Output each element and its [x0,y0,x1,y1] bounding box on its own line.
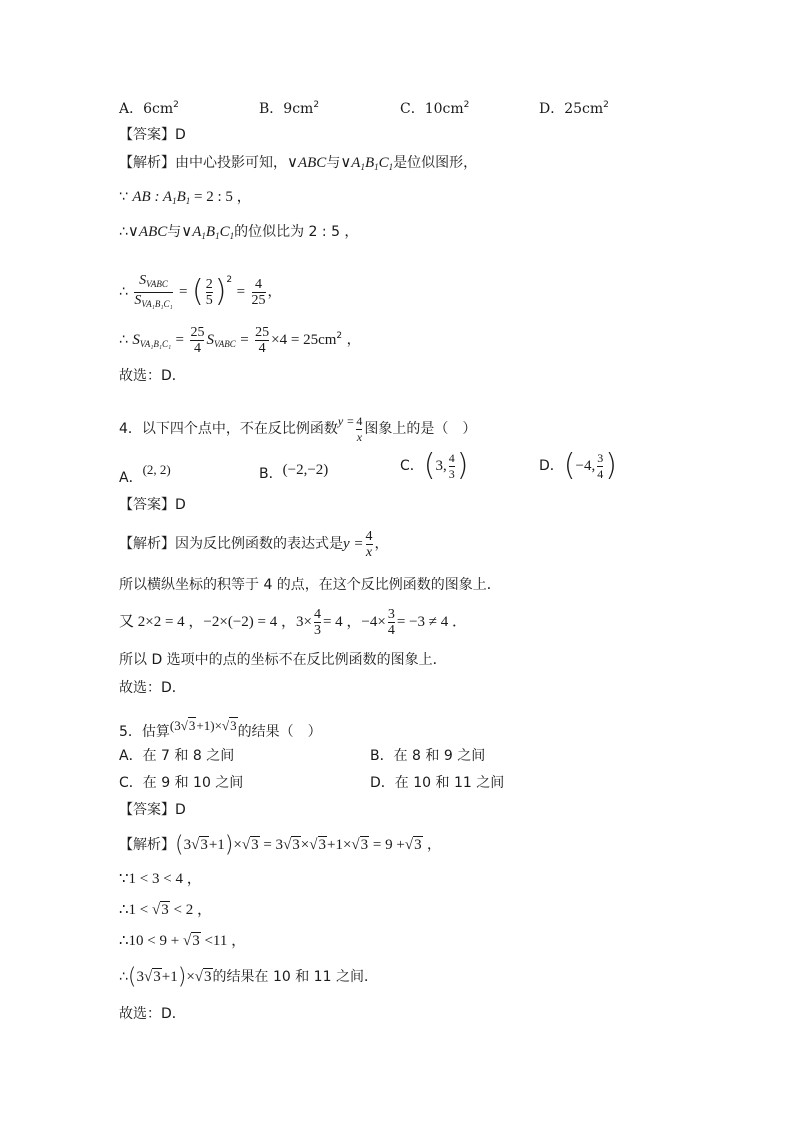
q4-option-d-label: D． [539,458,564,474]
q3-analysis-text1: 由中心投影可知， [175,155,287,171]
two-fifths-den: 5 [205,292,213,308]
because-symbol: ∵ [119,189,128,205]
q5-l1-rad4: 3 [318,837,326,853]
q4-frac-3-4 [388,607,395,638]
q4-c-left-paren: ( [423,448,436,483]
q5-answer: 【答案】D [119,802,186,818]
q3-answer: 【答案】D [119,127,186,143]
triangle-a1b1c1-math-2: $\vee A_1B_1C_1$ [181,224,235,241]
q4-stem-num: 4 [356,413,363,428]
q3-option-b [259,98,319,118]
q5-option-a: A．在 7 和 8 之间 [119,748,235,764]
q5-stem-coef: 3 [174,718,181,733]
q4-frac-4-3 [314,607,321,638]
two-fifths-fraction [206,277,213,308]
area-ratio-num [134,273,172,292]
q4-option-a [119,450,171,490]
area-s-2: S [134,292,142,308]
q4-c-den: 3 [448,466,455,481]
q5-analysis-line1 [119,830,684,860]
triangle-abc-math-2: ∨ABC [127,224,168,240]
q4-d-den: 4 [597,466,604,481]
q5-l4-a: ∴10 < 9 + [119,933,180,949]
q4-option-b-value: (−2,−2) [282,462,329,478]
four-25ths-num: 4 [255,276,263,292]
q4-choose: 故选：D． [119,680,186,696]
q5-l5-coef: 3 [136,969,145,985]
equals-sign-2: = [236,284,246,300]
area-s-3: S [132,332,140,348]
triangle-abc-math: ∨ABC [287,155,327,171]
q5-l3-rad: 3 [161,902,169,918]
q4-analysis-line4: 所以 D 选项中的点的坐标不在反比例函数的图象上． [119,652,447,668]
q4-stem-y: y = [337,414,355,428]
right-paren: ) [214,274,227,309]
triangle-abc-label: ABC [297,155,327,171]
q4-d-fraction [597,451,603,482]
q4-analysis-label: 【解析】 [119,536,175,552]
triangle-abc-label-2: ABC [138,224,168,240]
q5-l4-b: <11 ， [204,933,247,949]
area-ratio-fraction [134,273,172,312]
q5-l5-plus: +1 [161,969,178,985]
q4-frac-3-4-den: 4 [387,622,395,638]
area-ratio-den [134,292,172,312]
q5-l1-rad6: 3 [414,837,422,853]
area-abc [206,332,235,348]
q5-l1-rad3: 3 [292,837,300,853]
q3-and-word-2: 与 [167,224,182,240]
area-result-sup: 2 [336,331,343,341]
fraction-25-4-b [255,325,269,356]
q3-option-c-text: C．10cm [400,101,464,117]
q4-d-x: −4, [575,458,596,474]
q4-d-num: 3 [597,450,604,465]
q4-frac-3-4-num: 3 [387,606,395,622]
q5-l3-a: ∴1 < [119,902,149,918]
q4-analysis-y: y = [343,536,364,552]
q4-stem-den: x [356,429,363,444]
q5-l1-plus1times: +1× [327,837,352,853]
four-25ths-den: 25 [251,292,266,308]
q5-l1-plus: +1 [208,837,225,853]
q4-option-a-label: A． [119,470,143,486]
q5-l1-times2: × [300,837,310,853]
q4-option-c-label: C． [400,458,424,474]
q5-analysis-expr: (3√3+1)×√3 = 3√3×√3+1×√3 = 9 +√3 [175,832,422,858]
q5-choose: 故选：D． [119,1006,186,1022]
equals-sign-4: = [240,332,249,348]
q4-option-a-value: (2, 2) [142,462,171,477]
q5-l1-rad2: 3 [251,837,259,853]
q4-products-b: = 4 ，−4× [322,614,386,630]
fraction-25-4-a [190,325,204,356]
q5-l1-coef: 3 [183,837,192,853]
fraction-25-4-b-num: 25 [255,324,270,340]
q5-option-d: D．在 10 和 11 之间 [370,775,505,791]
ratio-ab-a1: AB : A [132,189,173,205]
q4-d-left-paren: ( [563,448,576,483]
q5-analysis-line5 [119,962,684,992]
q5-analysis-line3: ∴1 < √3 < 2 ， [119,902,212,918]
q5-stem-expr: (3√3+1)×√3 [169,718,237,733]
therefore-symbol: ∴ [119,224,128,240]
similarity-ratio-text: 的位似比为 2 : 5 ， [234,224,359,240]
q5-l5-therefore: ∴ [119,969,128,985]
q4-analysis-fraction [366,529,373,560]
q5-l5-expr: (3√3+1)×√3 [127,964,212,990]
q4-option-b-label: B． [259,466,283,482]
two-fifths-num: 2 [205,276,213,292]
q4-c-x: 3, [435,458,447,474]
ratio-b1: $_1B_1$ [172,189,191,206]
square-exponent: 2 [226,275,233,285]
q4-analysis-line1 [119,524,684,564]
q5-analysis-line2: ∵1 < 3 < 4 ， [119,871,202,887]
q3-analysis-label: 【解析】 [119,155,175,171]
q5-stem-plus-one: +1 [196,718,211,733]
q5-stem-rad: 3 [188,718,196,733]
q3-option-c-sup: 2 [463,100,470,110]
q5-stem-times: × [214,718,222,733]
q3-analysis-line3 [119,221,684,247]
q3-option-a [119,98,179,118]
q5-option-c: C．在 9 和 10 之间 [119,775,244,791]
q5-l5-conclusion: 的结果在 10 和 11 之间． [212,969,378,985]
q5-l1-result: = 9 + [372,837,405,853]
area-s-1-sub: VABC [146,278,168,289]
q4-d-right-paren: ) [605,448,617,483]
fraction-25-4-a-num: 25 [190,324,205,340]
q5-l3-b: < 2 ， [173,902,212,918]
q4-frac-4-3-den: 3 [313,622,321,638]
q3-option-d-text: D．25cm [539,101,604,117]
q4-analysis-den: x [365,544,373,560]
q3-line4-tail: ， [267,284,282,300]
q4-analysis-tail: ， [374,536,389,552]
equals-sign-3: = [175,332,185,348]
area-s-4: S [206,332,214,348]
q5-option-b: B．在 8 和 9 之间 [370,748,486,764]
q4-analysis-line3 [119,602,684,642]
q3-analysis-line2 [119,186,684,212]
q3-option-d [539,98,609,118]
area-s-4-sub: VABC [213,339,236,349]
q4-stem-text: 4．以下四个点中，不在反比例函数 [119,421,338,437]
q3-choose: 故选：D． [119,368,186,384]
q4-analysis-line2: 所以横纵坐标的积等于 4 的点，在这个反比例函数的图象上． [119,577,501,593]
q4-analysis-text: 因为反比例函数的表达式是 [175,536,343,552]
q3-option-a-sup: 2 [173,100,179,110]
fraction-25-4-b-den: 4 [255,340,269,356]
therefore-symbol-3: ∴ [119,332,128,348]
q5-l1-eq: = 3 [263,837,284,853]
q3-option-c [400,98,469,118]
q3-option-d-sup: 2 [603,100,609,110]
equals-sign-1: = [179,284,188,300]
q4-option-c [400,446,468,486]
q4-c-right-paren: ) [456,448,469,483]
q5-l5-rad2: 3 [204,969,212,985]
fraction-25-4-a-den: 4 [190,340,204,356]
q5-stem [119,710,684,742]
four-25ths-fraction [252,277,266,308]
q3-analysis-line5 [119,314,684,358]
q5-l1-tail: ， [422,837,442,853]
q3-analysis-tail1: 是位似图形， [393,155,478,171]
left-paren: ( [191,274,204,309]
area-s-3-sub: VA₁B₁C₁ [139,339,172,349]
q3-and-word: 与 [326,155,341,171]
q5-l5-rad: 3 [153,969,161,985]
ratio-2-5: = 2 : 5 ， [190,189,252,205]
q5-l1-rad: 3 [200,837,208,853]
q4-products-a: 又 2×2 = 4 ，−2×(−2) = 4 ，3× [119,614,312,630]
q3-option-b-text: B．9cm [259,101,314,117]
q5-analysis-line4: ∴10 < 9 + √3 <11 ， [119,933,247,949]
q5-l1-rad5: 3 [360,837,369,853]
area-a1b1c1 [132,332,171,348]
q5-analysis-label: 【解析】 [119,837,175,853]
area-s-2-sub: VA₁B₁C₁ [141,298,173,309]
therefore-symbol-2: ∴ [119,284,128,300]
q4-stem [119,402,684,444]
q4-option-b [259,450,328,490]
q4-products-c: = −3 ≠ 4 ． [396,614,468,630]
area-result: ×4 = 25cm [271,332,337,348]
q3-line5-tail: ， [342,332,361,348]
q3-analysis-line4 [119,258,684,309]
q3-option-a-text: A．6cm [119,101,174,117]
q5-l5-times: × [186,969,195,985]
q5-stem-rad2: 3 [230,718,237,733]
q5-l4-rad: 3 [192,933,200,949]
q5-l1-times: × [233,837,242,853]
area-s-1: S [139,272,147,288]
q4-stem-fraction [356,414,362,445]
triangle-a1b1c1-math: $\vee A_1B_1C_1$ [340,155,394,172]
q4-c-num: 4 [448,450,455,465]
q4-option-d [539,446,617,486]
q3-option-b-sup: 2 [313,100,320,110]
q4-frac-4-3-num: 4 [313,606,321,622]
q4-c-fraction [449,451,455,482]
q3-analysis-line1 [119,152,684,178]
q4-analysis-num: 4 [365,528,373,544]
q5-stem-text: 5．估算 [119,724,170,740]
q4-answer: 【答案】D [119,497,186,513]
q5-stem-tail: 的结果（ ） [237,724,322,740]
q4-stem-tail: 图象上的是（ ） [364,421,477,437]
